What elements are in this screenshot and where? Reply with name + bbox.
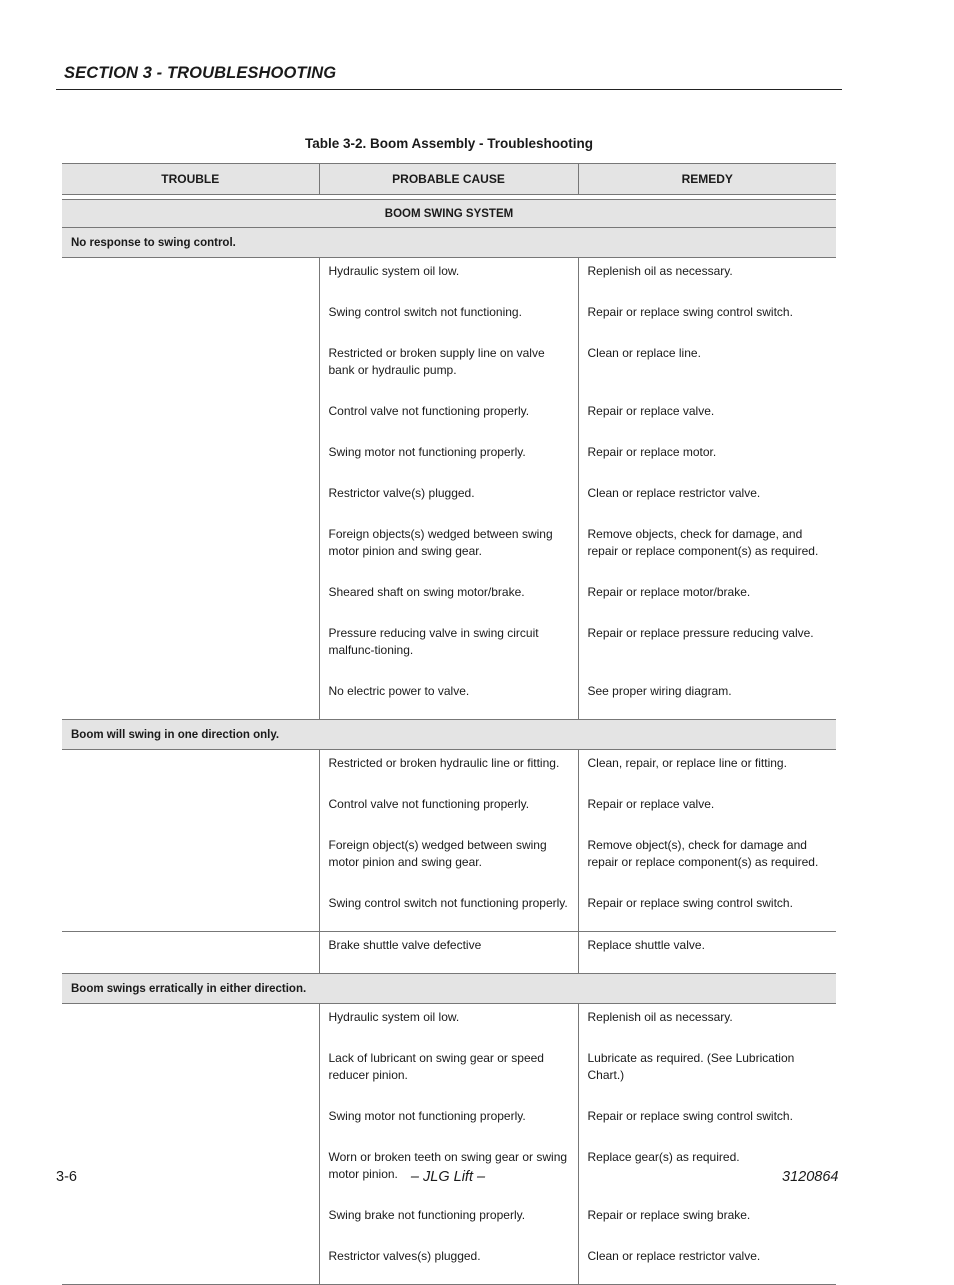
remedy-cell: Repair or replace swing brake. [578,1202,836,1243]
column-header-probable-cause: PROBABLE CAUSE [319,164,578,195]
system-label: BOOM SWING SYSTEM [62,200,836,228]
remedy-cell: Repair or replace motor. [578,439,836,480]
trouble-cell [62,1045,319,1103]
column-header-remedy: REMEDY [578,164,836,195]
table-row [62,1004,836,1046]
table-row [62,832,836,890]
remedy-cell: Clean or replace line. [578,340,836,398]
section-title: SECTION 3 - TROUBLESHOOTING [64,64,337,82]
remedy-cell: Remove objects, check for damage, and repair or replace component(s) as required. [578,521,836,579]
trouble-cell [62,1004,319,1046]
trouble-row [62,720,836,750]
trouble-cell [62,791,319,832]
trouble-cell [62,439,319,480]
trouble-cell [62,678,319,720]
trouble-cell [62,521,319,579]
trouble-label: Boom swings erratically in either direction. [62,974,836,1004]
table-row [62,398,836,439]
trouble-cell [62,398,319,439]
cause-cell: Restrictor valve(s) plugged. [319,480,578,521]
column-header-trouble: TROUBLE [62,164,319,195]
table-row [62,480,836,521]
trouble-cell [62,1243,319,1285]
cause-cell: Swing motor not functioning properly. [319,1103,578,1144]
table-row [62,521,836,579]
trouble-cell [62,750,319,792]
header-rule [56,89,842,90]
remedy-cell: Clean or replace restrictor valve. [578,480,836,521]
remedy-cell: Remove object(s), check for damage and repair or replace component(s) as required. [578,832,836,890]
table-row [62,678,836,720]
trouble-cell [62,890,319,932]
trouble-label: Boom will swing in one direction only. [62,720,836,750]
cause-cell: Worn or broken teeth on swing gear or swing motor pinion. [319,1144,578,1202]
remedy-cell: Replenish oil as necessary. [578,258,836,300]
cause-cell: Foreign object(s) wedged between swing motor pinion and swing gear. [319,832,578,890]
trouble-cell [62,1103,319,1144]
cause-cell: Hydraulic system oil low. [319,258,578,300]
cause-cell: Restrictor valves(s) plugged. [319,1243,578,1285]
cause-cell: Swing motor not functioning properly. [319,439,578,480]
trouble-label: No response to swing control. [62,228,836,258]
troubleshooting-table [62,163,839,1285]
trouble-cell [62,1202,319,1243]
document-number: 3120864 [782,1169,839,1185]
footer-brand: – JLG Lift – [410,1169,486,1185]
remedy-cell: Replace gear(s) as required. [578,1144,836,1202]
cause-cell: Control valve not functioning properly. [319,398,578,439]
remedy-cell: Repair or replace valve. [578,791,836,832]
remedy-cell: See proper wiring diagram. [578,678,836,720]
trouble-cell [62,299,319,340]
cause-cell: Restricted or broken supply line on valve bank or hydraulic pump. [319,340,578,398]
cause-cell: Brake shuttle valve defective [319,932,578,974]
cause-cell: Hydraulic system oil low. [319,1004,578,1046]
table-row [62,932,836,974]
table-row [62,340,836,398]
cause-cell: Foreign objects(s) wedged between swing motor pinion and swing gear. [319,521,578,579]
trouble-cell [62,258,319,300]
table-title: Table 3-2. Boom Assembly - Troubleshooting [304,136,594,151]
remedy-cell: Repair or replace swing control switch. [578,890,836,932]
cause-cell: Lack of lubricant on swing gear or speed reducer pinion. [319,1045,578,1103]
trouble-cell [62,340,319,398]
table-header-row [62,164,836,195]
cause-cell: Restricted or broken hydraulic line or fitting. [319,750,578,792]
cause-cell: Swing brake not functioning properly. [319,1202,578,1243]
table-row [62,1045,836,1103]
table-row [62,1103,836,1144]
trouble-row [62,228,836,258]
remedy-cell: Repair or replace swing control switch. [578,299,836,340]
cause-cell: Pressure reducing valve in swing circuit malfunc-tioning. [319,620,578,678]
trouble-cell [62,579,319,620]
trouble-cell [62,832,319,890]
system-row [62,200,836,228]
remedy-cell: Replace shuttle valve. [578,932,836,974]
remedy-cell: Lubricate as required. (See Lubrication Chart.) [578,1045,836,1103]
trouble-cell [62,480,319,521]
remedy-cell: Repair or replace motor/brake. [578,579,836,620]
table-row [62,1243,836,1285]
cause-cell: Control valve not functioning properly. [319,791,578,832]
cause-cell: Swing control switch not functioning. [319,299,578,340]
remedy-cell: Repair or replace pressure reducing valve. [578,620,836,678]
remedy-cell: Clean or replace restrictor valve. [578,1243,836,1285]
table-row [62,620,836,678]
table-row [62,750,836,792]
page-number: 3-6 [56,1169,77,1185]
cause-cell: No electric power to valve. [319,678,578,720]
remedy-cell: Clean, repair, or replace line or fitting. [578,750,836,792]
table-row [62,1202,836,1243]
remedy-cell: Repair or replace swing control switch. [578,1103,836,1144]
remedy-cell: Repair or replace valve. [578,398,836,439]
table-row [62,579,836,620]
table-row [62,791,836,832]
cause-cell: Swing control switch not functioning properly. [319,890,578,932]
trouble-cell [62,620,319,678]
trouble-cell [62,932,319,974]
table-row [62,890,836,932]
table-row [62,258,836,300]
cause-cell: Sheared shaft on swing motor/brake. [319,579,578,620]
table-row [62,299,836,340]
remedy-cell: Replenish oil as necessary. [578,1004,836,1046]
table-row [62,439,836,480]
trouble-row [62,974,836,1004]
